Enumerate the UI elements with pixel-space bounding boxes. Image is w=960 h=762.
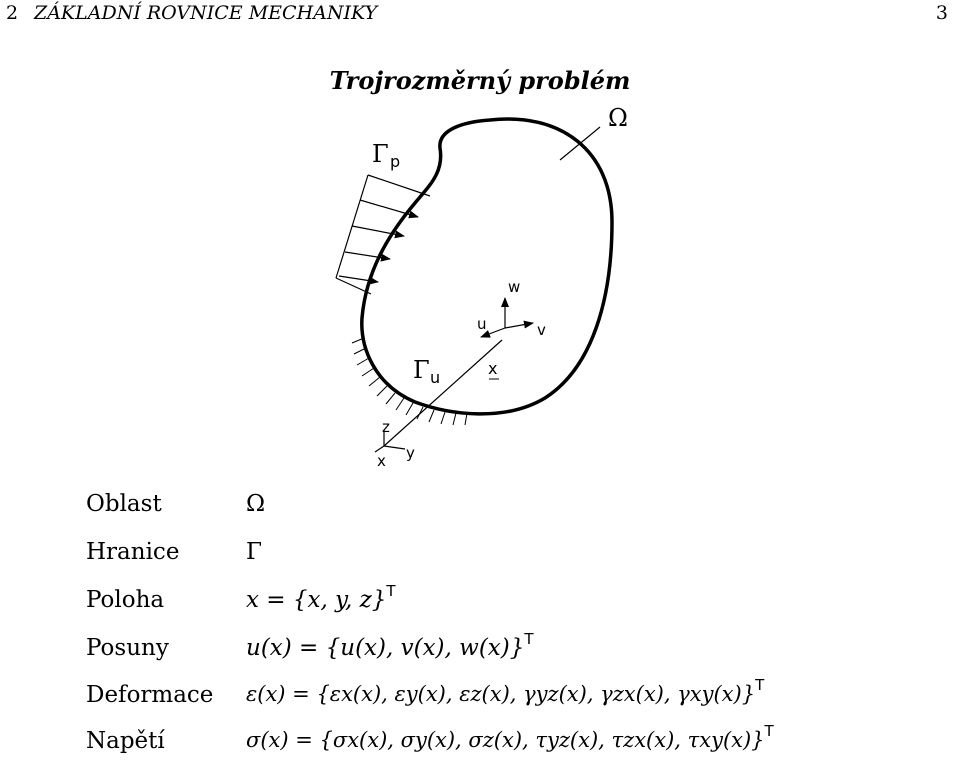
global-y-label: y	[406, 444, 415, 462]
section-number: 2	[6, 2, 19, 24]
transpose-mark: T	[755, 676, 765, 694]
local-axes	[481, 298, 533, 337]
definition-label: Oblast	[86, 491, 162, 517]
definition-label: Posuny	[86, 635, 169, 661]
definition-formula: Γ	[246, 539, 262, 565]
gamma-p-subscript: p	[390, 152, 401, 171]
definition-formula: Ω	[246, 491, 266, 517]
definition-label: Napětí	[86, 728, 165, 754]
definition-formula	[246, 582, 396, 613]
definition-formula	[246, 722, 774, 752]
formula-text: ε(x) = {εx(x), εy(x), εz(x), γyz(x), γzx(x), γxy(x)}	[246, 682, 756, 706]
page-number: 3	[935, 2, 948, 24]
global-z-label: z	[382, 418, 390, 436]
formula-text: σ(x) = {σx(x), σy(x), σz(x), τyz(x), τzx(x), τxy(x)}	[246, 728, 765, 752]
formula-text: u(x) = {u(x), v(x), w(x)}	[246, 635, 525, 661]
position-vector	[384, 340, 502, 446]
transpose-mark: T	[386, 582, 396, 600]
local-v-label: v	[537, 321, 546, 339]
gamma-u-label: Γ	[413, 356, 430, 384]
section-title: ZÁKLADNÍ ROVNICE MECHANIKY	[34, 2, 378, 24]
global-x-label: x	[377, 452, 386, 470]
transpose-mark: T	[764, 722, 774, 740]
traction-load	[336, 175, 430, 294]
figure-title: Trojrozměrný problém	[329, 66, 631, 95]
omega-label: Ω	[608, 104, 628, 132]
formula-text: x = {x, y, z}	[246, 587, 387, 613]
definition-label: Poloha	[86, 587, 165, 613]
definition-formula	[246, 676, 765, 706]
definition-label: Hranice	[86, 539, 180, 565]
transpose-mark: T	[524, 630, 534, 648]
position-label: x	[488, 359, 498, 378]
gamma-u-subscript: u	[430, 368, 441, 387]
definition-label: Deformace	[86, 682, 214, 708]
local-w-label: w	[508, 278, 521, 296]
local-u-label: u	[477, 315, 487, 333]
gamma-p-label: Γ	[372, 140, 389, 168]
definition-formula	[246, 630, 534, 661]
